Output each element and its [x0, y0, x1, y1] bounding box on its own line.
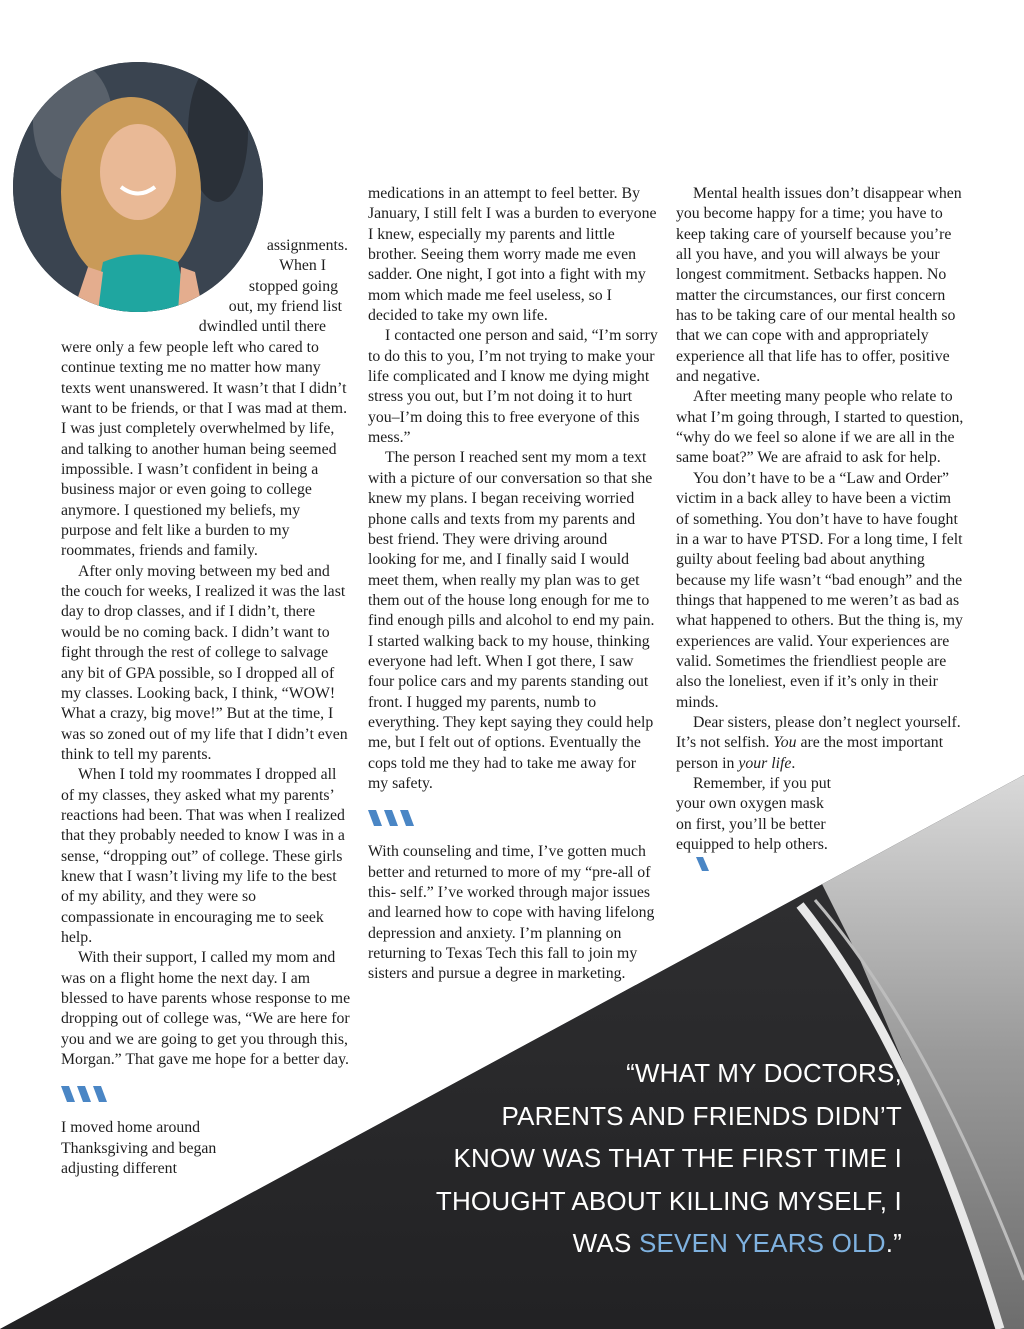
paragraph: The person I reached sent my mom a text with a picture of our conversation so that she knew my plans. I began receiving worried phone calls and texts from my parents and best friend. They were driving around looking for me, and I finally said I would meet them, when really my plan was to get them out of the house long enough for me to find enough pills and alcohol to end my pain. I started walking back to my house, thinking everyone had left. When I got there, I saw four police cars and my parents standing out front. I hugged my parents, numb to everything. They kept saying they could help me, but I felt out of options. Eventually the cops told me they had to take me away for my safety. — [368, 449, 655, 792]
article-column-1 — [61, 338, 353, 1179]
paragraph: medications in an attempt to feel better. By January, I still felt I was a burden to everyone I knew, especially my parents and little brother. Seeing them worry made me even sadder. One night, I got into a fight with my mom which made me feel useless, so I decided to take my own life. — [368, 185, 657, 325]
pull-quote-highlight: SEVEN YEARS OLD — [638, 1228, 886, 1258]
paragraph: were only a few people left who cared to continue texting me no matter how many texts went unanswered. It wasn’t that I didn’t want to be friends, or that I was mad at them. I was just completely overwhelmed by life, and talking to another human being seemed impossible. I wasn’t confident in being a business major or even going to college anymore. I questioned my beliefs, my purpose and felt like a burden to my roommates, friends and family. — [61, 339, 348, 560]
paragraph: I moved home around Thanksgiving and began adjusting different — [61, 1119, 217, 1178]
wrap-line: When I — [279, 257, 326, 275]
pull-quote-line — [382, 1222, 902, 1265]
paragraph: After only moving between my bed and the couch for weeks, I realized it was the last day to drop classes, and if I didn’t, there would be no coming back. I didn’t want to fight through the rest of college to salvage any bit of GPA possible, so I dropped all of my classes. Looking back, I think, “WOW! What a crazy, big move!” But at the time, I was so zoned out of my life that I didn’t even think to tell my parents. — [61, 562, 348, 763]
end-mark-icon — [679, 856, 710, 878]
text-run: Dear sisters, please don’t neglect yourself. It’s not selfish. — [676, 713, 961, 752]
text-run: . — [791, 754, 796, 772]
paragraph-closing — [676, 774, 841, 879]
paragraph-dear-sisters — [676, 713, 968, 774]
pull-quote-line: KNOW WAS THAT THE FIRST TIME I — [453, 1143, 902, 1173]
emphasis-your-life: your life — [738, 754, 792, 772]
article-column-3 — [676, 184, 968, 879]
wrap-line: stopped going — [248, 277, 338, 295]
text-run: WAS — [572, 1228, 639, 1258]
paragraph: After meeting many people who relate to what I’m going through, I started to question, “why do we feel so alone if we are all in the same boat?” We are afraid to ask for help. — [676, 388, 964, 467]
text-run: Remember, if you put your own oxygen mask on first, you’ll be better equipped to help others. — [676, 774, 831, 853]
text-run: .” — [885, 1228, 902, 1258]
section-break-slashes-icon — [61, 1084, 353, 1104]
wrap-line: out, my friend list — [228, 298, 342, 316]
emphasis-you: You — [773, 734, 797, 752]
column1-wrapped-intro — [150, 236, 348, 338]
paragraph: When I told my roommates I dropped all of my classes, they asked what my parents’ reactions had been. That was when I realized that they probably needed to know I was in a sense, “dropping out” of college. These girls knew that I wasn’t living my life to the best of my ability, and they were so compassionate in encouraging me to seek help. — [61, 766, 345, 946]
paragraph: With their support, I called my mom and was on a flight home the next day. I am blessed to have parents whose response to me dropping out of college was, “We are here for you and we are going to get you through this, Morgan.” That gave me hope for a better day. — [61, 949, 351, 1069]
paragraph: I contacted one person and said, “I’m sorry to do this to you, I’m not trying to make your life complicated and I know me dying might stress you out, but I’m not doing it to hurt you–I’m doing this to free everyone of this mess.” — [368, 327, 658, 447]
paragraph: With counseling and time, I’ve gotten much better and returned to more of my “pre-all of this- self.” I’ve worked through major issues and learned how to cope with having lifelong depression and anxiety. I’m planning on returning to Texas Tech this fall to join my sisters and pursue a degree in marketing. — [368, 843, 655, 983]
paragraph: Mental health issues don’t disappear when you become happy for a time; you have to keep taking care of yourself because you’re all you have, and you will always be your longest commitment. Setbacks happen. No matter the circumstances, our first concern has to be taking care of our mental health so that we can cope with and appropriately experience all that life has to offer, positive and negative. — [676, 185, 962, 386]
pull-quote-line: “WHAT MY DOCTORS, — [626, 1058, 902, 1088]
section-break-slashes-icon — [368, 808, 658, 828]
text-run: are the most important person in — [676, 734, 944, 772]
pull-quote-line: THOUGHT ABOUT KILLING MYSELF, I — [435, 1185, 902, 1216]
article-column-2 — [368, 184, 658, 985]
wrap-line: assignments. — [266, 237, 348, 254]
pull-quote — [382, 1052, 902, 1265]
paragraph: You don’t have to be a “Law and Order” victim in a back alley to have been a victim of something. You don’t have to have fought in a war to have PTSD. For a long time, I felt guilty about feeling bad about anything because my life wasn’t “bad enough” and the things that happened to me weren’t as bad as what happened to others. But the thing is, my experiences are valid. Your experiences are valid. Sometimes the friendliest people are also the loneliest, even if it’s only in their minds. — [676, 469, 963, 711]
pull-quote-line: PARENTS AND FRIENDS DIDN’T — [501, 1100, 902, 1131]
wrap-line: dwindled until there — [198, 318, 326, 336]
